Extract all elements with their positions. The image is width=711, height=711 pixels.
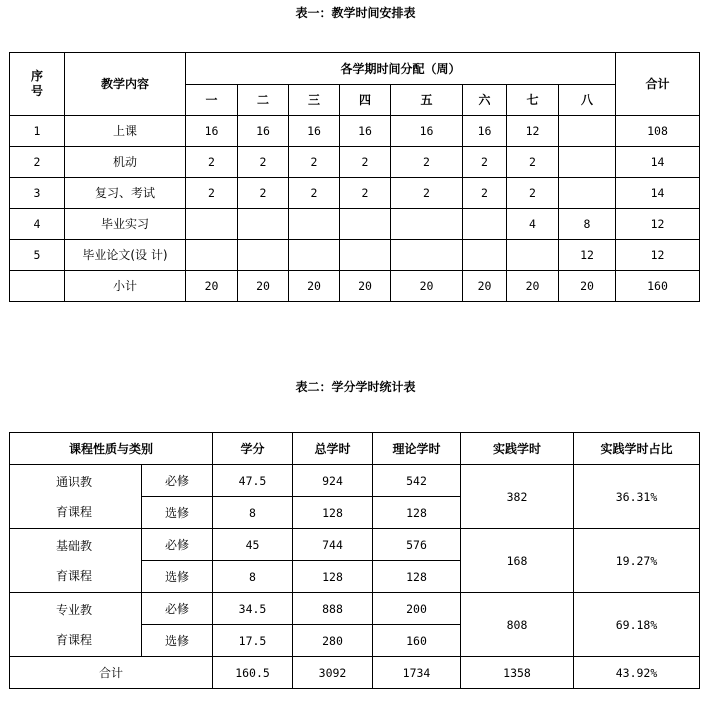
row-semester-5-weeks	[391, 209, 463, 240]
course-category	[10, 529, 142, 593]
row-semester-4-weeks: 20	[340, 271, 391, 302]
theory-hours-cell: 128	[373, 561, 461, 593]
row-semester-6-weeks: 2	[463, 178, 507, 209]
row-semester-7-weeks	[507, 240, 559, 271]
total-practice-ratio: 43.92%	[574, 657, 700, 689]
row-content: 毕业实习	[65, 209, 186, 240]
table-row	[10, 465, 700, 497]
row-seq	[10, 271, 65, 302]
credits-cell: 34.5	[213, 593, 293, 625]
course-category-line2: 育课程	[56, 504, 93, 519]
course-category-line2: 育课程	[56, 568, 93, 583]
table-row	[10, 116, 700, 147]
row-semester-6-weeks: 2	[463, 147, 507, 178]
credits-cell: 8	[213, 561, 293, 593]
row-content: 上课	[65, 116, 186, 147]
row-semester-1-weeks: 2	[186, 178, 238, 209]
row-semester-4-weeks: 2	[340, 147, 391, 178]
header-content: 教学内容	[65, 53, 186, 116]
course-type: 必修	[142, 593, 213, 625]
course-category-line2: 育课程	[56, 632, 93, 647]
row-semester-7-weeks: 2	[507, 147, 559, 178]
row-semester-6-weeks: 20	[463, 271, 507, 302]
row-semester-3-weeks	[289, 240, 340, 271]
header-total-hours: 总学时	[293, 433, 373, 465]
table-row	[10, 147, 700, 178]
row-semester-7-weeks: 4	[507, 209, 559, 240]
total-hours-cell: 128	[293, 561, 373, 593]
total-hours-cell: 280	[293, 625, 373, 657]
practice-hours-cell: 168	[461, 529, 574, 593]
row-content: 毕业论文(设 计)	[65, 240, 186, 271]
row-total: 14	[616, 147, 700, 178]
header-semester-1: 一	[186, 85, 238, 116]
row-total: 108	[616, 116, 700, 147]
table-row	[10, 240, 700, 271]
table-row	[10, 271, 700, 302]
row-total: 160	[616, 271, 700, 302]
row-semester-3-weeks: 20	[289, 271, 340, 302]
practice-ratio-cell: 69.18%	[574, 593, 700, 657]
credits-cell: 17.5	[213, 625, 293, 657]
row-semester-1-weeks: 20	[186, 271, 238, 302]
practice-ratio-cell: 19.27%	[574, 529, 700, 593]
theory-hours-cell: 128	[373, 497, 461, 529]
credits-cell: 47.5	[213, 465, 293, 497]
course-type: 必修	[142, 465, 213, 497]
course-type: 选修	[142, 625, 213, 657]
row-content: 机动	[65, 147, 186, 178]
header-semester-6: 六	[463, 85, 507, 116]
row-content: 复习、考试	[65, 178, 186, 209]
theory-hours-cell: 200	[373, 593, 461, 625]
practice-hours-cell: 382	[461, 465, 574, 529]
header-practice-hours: 实践学时	[461, 433, 574, 465]
theory-hours-cell: 576	[373, 529, 461, 561]
row-semester-2-weeks	[238, 209, 289, 240]
row-semester-4-weeks: 16	[340, 116, 391, 147]
header-semester-2: 二	[238, 85, 289, 116]
course-category	[10, 465, 142, 529]
course-type: 必修	[142, 529, 213, 561]
header-theory-hours: 理论学时	[373, 433, 461, 465]
total-theory-hours: 1734	[373, 657, 461, 689]
row-seq: 4	[10, 209, 65, 240]
row-semester-4-weeks	[340, 209, 391, 240]
table-row	[10, 178, 700, 209]
row-semester-1-weeks	[186, 209, 238, 240]
row-semester-8-weeks	[559, 147, 616, 178]
header-total: 合计	[616, 53, 700, 116]
table-row	[10, 593, 700, 625]
row-semester-4-weeks	[340, 240, 391, 271]
course-category	[10, 593, 142, 657]
table2-title: 表二：学分学时统计表	[295, 380, 416, 394]
row-total: 14	[616, 178, 700, 209]
row-semester-8-weeks: 8	[559, 209, 616, 240]
row-semester-6-weeks	[463, 240, 507, 271]
theory-hours-cell: 160	[373, 625, 461, 657]
row-semester-8-weeks	[559, 116, 616, 147]
practice-ratio-cell: 36.31%	[574, 465, 700, 529]
row-semester-2-weeks: 2	[238, 178, 289, 209]
row-seq: 1	[10, 116, 65, 147]
credits-cell: 45	[213, 529, 293, 561]
row-seq: 2	[10, 147, 65, 178]
total-hours: 3092	[293, 657, 373, 689]
row-semester-3-weeks	[289, 209, 340, 240]
course-category-line1: 专业教	[56, 602, 93, 617]
row-semester-1-weeks: 2	[186, 147, 238, 178]
row-semester-1-weeks	[186, 240, 238, 271]
row-semester-5-weeks: 2	[391, 178, 463, 209]
row-semester-2-weeks	[238, 240, 289, 271]
total-credits: 160.5	[213, 657, 293, 689]
credits-cell: 8	[213, 497, 293, 529]
table1-title: 表一：教学时间安排表	[295, 6, 416, 20]
row-semester-6-weeks: 16	[463, 116, 507, 147]
row-semester-7-weeks: 20	[507, 271, 559, 302]
row-semester-1-weeks: 16	[186, 116, 238, 147]
row-semester-5-weeks	[391, 240, 463, 271]
row-total: 12	[616, 240, 700, 271]
total-label: 合计	[10, 657, 213, 689]
header-semester-4: 四	[340, 85, 391, 116]
course-category-line1: 基础教	[56, 538, 93, 553]
course-type: 选修	[142, 561, 213, 593]
row-semester-5-weeks: 2	[391, 147, 463, 178]
row-total: 12	[616, 209, 700, 240]
total-hours-cell: 924	[293, 465, 373, 497]
course-category-line1: 通识教	[56, 474, 93, 489]
table-row	[10, 209, 700, 240]
row-semester-8-weeks	[559, 178, 616, 209]
header-semester-8: 八	[559, 85, 616, 116]
header-category: 课程性质与类别	[10, 433, 213, 465]
header-seq: 序号	[10, 53, 65, 116]
row-semester-5-weeks: 20	[391, 271, 463, 302]
row-semester-6-weeks	[463, 209, 507, 240]
header-credits: 学分	[213, 433, 293, 465]
row-semester-3-weeks: 16	[289, 116, 340, 147]
total-hours-cell: 888	[293, 593, 373, 625]
row-semester-3-weeks: 2	[289, 178, 340, 209]
header-semester-5: 五	[391, 85, 463, 116]
theory-hours-cell: 542	[373, 465, 461, 497]
row-semester-8-weeks: 12	[559, 240, 616, 271]
practice-hours-cell: 808	[461, 593, 574, 657]
row-content: 小计	[65, 271, 186, 302]
total-hours-cell: 128	[293, 497, 373, 529]
total-row	[10, 657, 700, 689]
row-semester-2-weeks: 2	[238, 147, 289, 178]
row-seq: 3	[10, 178, 65, 209]
row-semester-3-weeks: 2	[289, 147, 340, 178]
header-semester-7: 七	[507, 85, 559, 116]
row-seq: 5	[10, 240, 65, 271]
row-semester-8-weeks: 20	[559, 271, 616, 302]
total-practice-hours: 1358	[461, 657, 574, 689]
row-semester-4-weeks: 2	[340, 178, 391, 209]
header-semester-3: 三	[289, 85, 340, 116]
header-practice-ratio: 实践学时占比	[574, 433, 700, 465]
credit-hours-table	[9, 432, 700, 689]
row-semester-5-weeks: 16	[391, 116, 463, 147]
row-semester-2-weeks: 16	[238, 116, 289, 147]
row-semester-7-weeks: 12	[507, 116, 559, 147]
teaching-schedule-table	[9, 52, 700, 302]
row-semester-7-weeks: 2	[507, 178, 559, 209]
header-semester-group: 各学期时间分配（周）	[186, 53, 616, 85]
table-row	[10, 529, 700, 561]
course-type: 选修	[142, 497, 213, 529]
row-semester-2-weeks: 20	[238, 271, 289, 302]
total-hours-cell: 744	[293, 529, 373, 561]
